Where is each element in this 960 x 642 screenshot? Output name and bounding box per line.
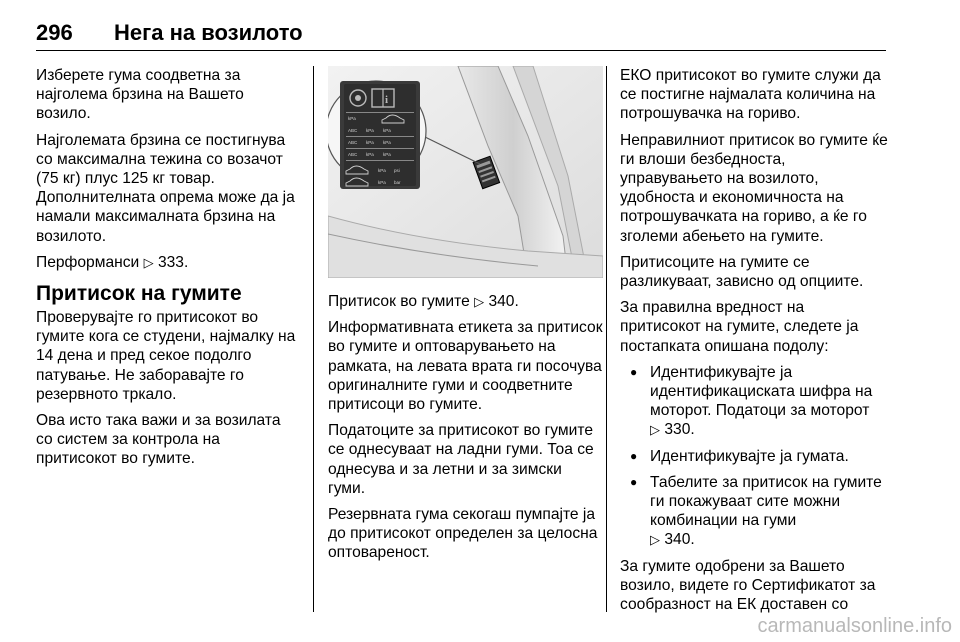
header-rule [36,50,886,51]
list-item [620,363,888,440]
page-ref-link[interactable]: 333 [157,253,184,271]
column-divider [606,66,607,612]
svg-text:i: i [385,94,389,106]
watermark: carmanualsonline.info [757,615,952,637]
paragraph: Резервната гума секогаш пумпајте ја до притисокот определен за целосна оптовареност. [328,506,598,562]
column-divider [313,66,314,612]
paragraph: Најголемата брзина се постигнува со максимална тежина со возачот (75 кг) плус 125 кг товар. Дополнителната опрема може да ја намали максималната брзина на возилото. [36,131,295,245]
ref-arrow-icon: ▷ [650,532,660,548]
svg-text:kPa: kPa [378,168,386,173]
paragraph-text: Перформанси [36,253,140,271]
column-middle [328,66,603,570]
page-header [36,20,886,50]
paragraph-with-ref: Притисок во гумите ▷ 340. [328,293,519,310]
paragraph: Проверувајте го притисокот во гумите кога се студени, најмалку на 14 дена и пред секое подолго патување. Не заборавајте го резервното тркало. [36,309,296,403]
list-item-text: Табелите за притисок на гумите ги покажуваат сите можни комбинации на гуми [650,473,882,530]
list-item-text: Идентификувајте ја гумата. [650,447,849,465]
page-ref-link[interactable]: 340. [664,531,695,549]
paragraph: Неправилниот притисок во гумите ќе ги влоши безбедноста, управувањето на возилото, удобноста и економичноста на потрошувачката на гориво, а ќе го зголеми абењето на гумите. [620,131,888,245]
paragraph-text: Притисок во гумите [328,293,470,310]
svg-text:ABC: ABC [348,128,358,133]
page-ref-link[interactable]: 340 [488,293,515,310]
svg-text:kPa: kPa [378,180,386,185]
paragraph: За правилна вредност на притисокот на гумите, следете ја постапката опишана подолу: [620,299,859,355]
svg-text:ABC: ABC [348,152,358,157]
tire-label-illustration [328,66,603,278]
section-heading: Притисок на гумите [36,282,242,306]
paragraph: Притисоците на гумите се разликуваат, зависно од опциите. [620,253,864,291]
svg-text:psi: psi [394,168,400,173]
ref-arrow-icon: ▷ [143,254,154,270]
paragraph: Информативната етикета за притисок во гумите и оптоварувањето на рамката, на левата врата ги посочува оригиналните гуми и соодветните притисоци во гумите. [328,319,603,414]
svg-text:kPa: kPa [366,128,374,133]
svg-text:kPa: kPa [366,140,374,145]
svg-text:kPa: kPa [348,116,356,121]
svg-text:kPa: kPa [383,140,391,145]
paragraph: Изберете гума соодветна за најголема брзина на Вашето возило. [36,67,244,123]
svg-text:kPa: kPa [383,152,391,157]
page-number: 296 [36,20,73,45]
svg-text:ABC: ABC [348,140,358,145]
paragraph: За гумите одобрени за Вашето возило, видете го Сертификатот за сообразност на ЕК доставен со [620,557,876,614]
paragraph: Ова исто така важи и за возилата со систем за контрола на притисокот во гумите. [36,412,281,468]
running-title: Нега на возилото [114,20,303,45]
bullet-list [620,363,888,550]
list-item-text: Идентификувајте ја идентификациската шифра на моторот. Податоци за моторот [650,363,873,420]
list-item [620,447,888,466]
paragraph: ЕКО притисокот во гумите служи да се постигне најмалата количина на потрошувачка на гориво. [620,67,881,123]
svg-text:kPa: kPa [383,128,391,133]
column-right [620,66,888,621]
svg-text:bar: bar [394,180,401,185]
column-left [36,66,298,476]
ref-arrow-icon: ▷ [474,294,485,309]
page-ref-link[interactable]: 330. [664,421,695,439]
paragraph: Податоците за притисокот во гумите се однесуваат на ладни гуми. Тоа се однесува и за летни и за зимски гуми. [328,422,594,497]
list-item [620,473,888,550]
ref-arrow-icon: ▷ [650,422,660,438]
svg-text:kPa: kPa [366,152,374,157]
paragraph-with-ref: Перформанси ▷ 333. [36,253,189,271]
